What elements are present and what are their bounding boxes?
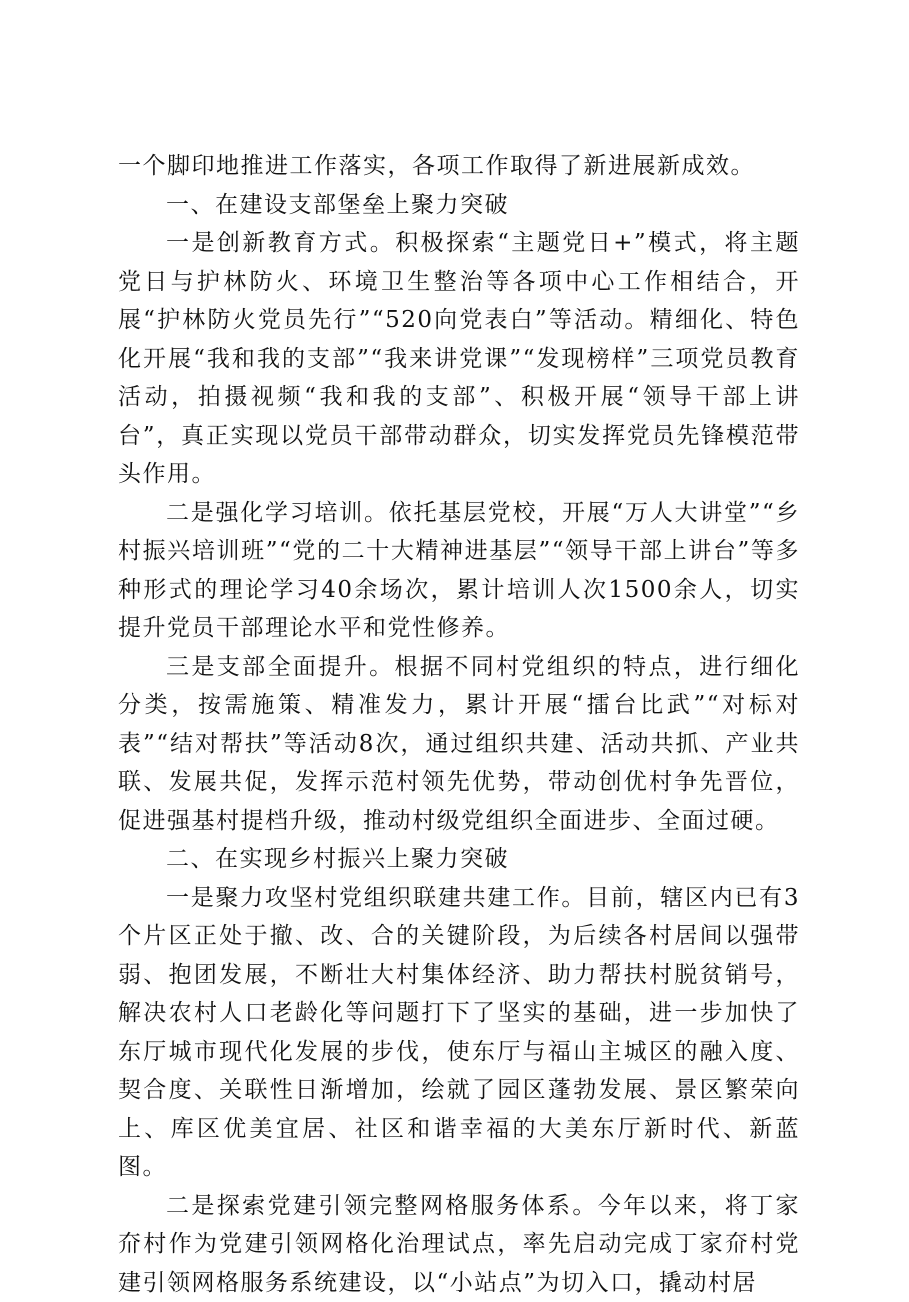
paragraph-branch-upgrade: 三是支部全面提升。根据不同村党组织的特点，进行细化分类，按需施策、精准发力，累计开展“擂台比武”“对标对表”“结对帮扶”等活动8次，通过组织共建、活动共抓、产业共联、发展共促，发挥示范村领先优势，带动创优村争先晋位，促进强基村提档升级，推动村级党组织全面进步、全面过硬。 <box>118 648 800 841</box>
paragraph-education: 一是创新教育方式。积极探索“主题党日+”模式，将主题党日与护林防火、环境卫生整治等各项中心工作相结合，开展“护林防火党员先行”“520向党表白”等活动。精细化、特色化开展“我和我的支部”“我来讲党课”“发现榜样”三项党员教育活动，拍摄视频“我和我的支部”、积极开展“领导干部上讲台”，真正实现以党员干部带动群众，切实发挥党员先锋模范带头作用。 <box>118 224 800 494</box>
document-body <box>118 147 800 1302</box>
paragraph-joint-building: 一是聚力攻坚村党组织联建共建工作。目前，辖区内已有3个片区正处于撤、改、合的关键阶段，为后续各村居间以强带弱、抱团发展，不断壮大村集体经济、助力帮扶村脱贫销号，解决农村人口老龄化等问题打下了坚实的基础，进一步加快了东厅城市现代化发展的步伐，使东厅与福山主城区的融入度、契合度、关联性日渐增加，绘就了园区蓬勃发展、景区繁荣向上、库区优美宜居、社区和谐幸福的大美东厅新时代、新蓝图。 <box>118 879 800 1187</box>
paragraph-grid-service: 二是探索党建引领完整网格服务体系。今年以来，将丁家夼村作为党建引领网格化治理试点，率先启动完成丁家夼村党建引领网格服务系统建设，以“小站点”为切入口，撬动村居 <box>118 1187 800 1302</box>
section-heading-1: 一、在建设支部堡垒上聚力突破 <box>118 186 800 225</box>
section-heading-2: 二、在实现乡村振兴上聚力突破 <box>118 840 800 879</box>
paragraph-training: 二是强化学习培训。依托基层党校，开展“万人大讲堂”“乡村振兴培训班”“党的二十大精神进基层”“领导干部上讲台”等多种形式的理论学习40余场次，累计培训人次1500余人，切实提升党员干部理论水平和党性修养。 <box>118 494 800 648</box>
paragraph-continuation: 一个脚印地推进工作落实，各项工作取得了新进展新成效。 <box>118 147 800 186</box>
